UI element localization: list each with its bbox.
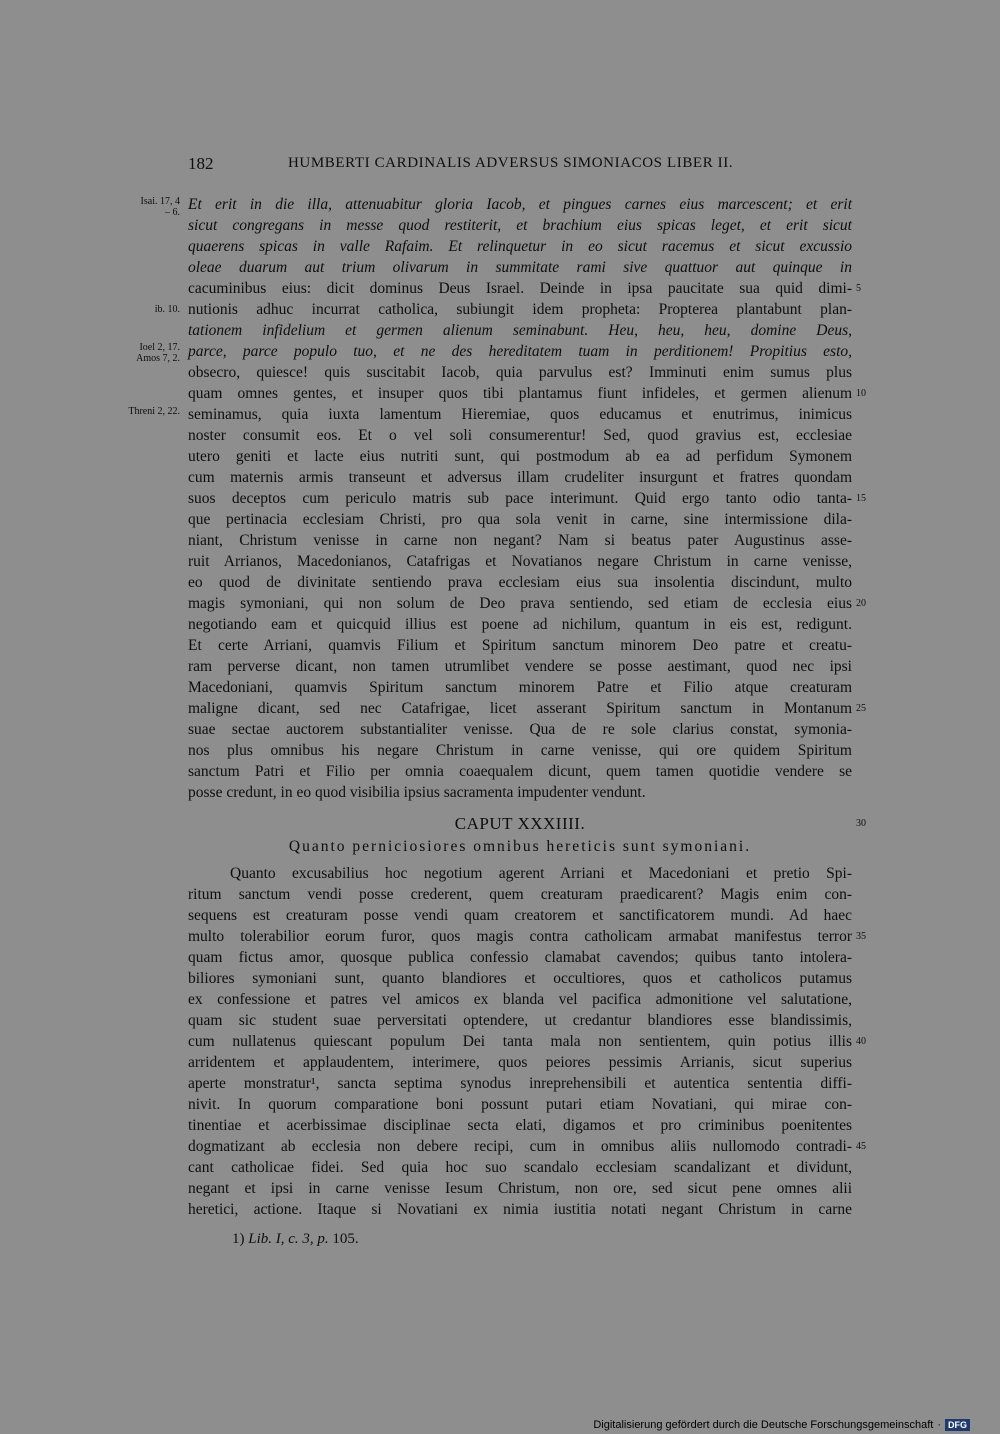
text-line: seminamus, quia iuxta lamentum Hieremiae, quos educamus et enutrimus, inimicus: [188, 406, 852, 423]
text-line: parce, parce populo tuo, et ne des hereditatem tuam in perditionem! Propitius esto,: [188, 343, 852, 360]
text-line: ruit Arrianos, Macedonianos, Catafrigas et Novatianos negare Christum in carne venisse,: [188, 553, 852, 570]
footnote-reference: Lib. I, c. 3, p.: [248, 1231, 329, 1247]
text-line: dogmatizant ab ecclesia non debere recipi, cum in omnibus aliis nullomodo contradi-: [188, 1138, 852, 1155]
text-line: eo quod de divinitate sentiendo prava ecclesiam eius sua insolentia discindunt, multo: [188, 574, 852, 591]
text-line: multo tolerabilior eorum furor, quos magis contra catholicam armabat manifestus terror: [188, 928, 852, 945]
text-line: noster consumit eos. Et o vel soli consumerentur! Sed, quod gravius est, ecclesiae: [188, 427, 852, 444]
text-line: ex confessione et patres vel amicos ex blanda vel pacifica admonitione vel salutatione,: [188, 991, 852, 1008]
line-number: 10: [856, 388, 866, 399]
line-number: 15: [856, 493, 866, 504]
text-line: sequens est creaturam posse vendi quam creatorem et sanctificatorem mundi. Ad haec: [188, 907, 852, 924]
page-header: [188, 154, 852, 178]
text-line: niant, Christum venisse in carne non negant? Nam si beatus pater Augustinus asse-: [188, 532, 852, 549]
text-line: Macedoniani, quamvis Spiritum sanctum minorem Patre et Filio atque creaturam: [188, 679, 852, 696]
text-line: heretici, actione. Itaque si Novatiani ex nimia iustitia notati negant Christum in carne: [188, 1201, 852, 1218]
side-note: Ioel 2, 17. Amos 7, 2.: [136, 342, 180, 364]
text-line: quam omnes gentes, et insuper quos tibi plantamus fiunt infideles, et germen alienum: [188, 385, 852, 402]
side-note: ib. 10.: [154, 304, 180, 315]
text-line: nivit. In quorum comparatione boni possunt putari etiam Novatiani, qui mirae con-: [188, 1096, 852, 1113]
text-line: oleae duarum aut trium olivarum in summitate rami sive quattuor aut quinque in: [188, 259, 852, 276]
text-line: Et certe Arriani, quamvis Filium et Spiritum sanctum minorem Deo patre et creatu-: [188, 637, 852, 654]
text-line: sanctum Patri et Filio per omnia coaequalem dicunt, quem tamen quotidie vendere se: [188, 763, 852, 780]
line-number: 40: [856, 1036, 866, 1047]
text-line: ritum sanctum vendi posse crederent, quem creaturam praedicarent? Magis enim con-: [188, 886, 852, 903]
line-number: 45: [856, 1141, 866, 1152]
side-note: Isai. 17, 4 – 6.: [140, 196, 180, 218]
text-line: aperte monstratur¹, sancta septima synodus inreprehensibili et autentica sententia diffi-: [188, 1075, 852, 1092]
text-line: cum maternis armis transeunt et adversus illam crudeliter insurgunt et fratres quondam: [188, 469, 852, 486]
text-line: obsecro, quiesce! quis suscitabit Iacob, quia parvulus est? Imminuti enim sumus plus: [188, 364, 852, 381]
text-line: quam sic student suae perversitati optendere, ut credantur blandiores esse blandissimis,: [188, 1012, 852, 1029]
text-line: posse credunt, in eo quod visibilia ipsius sacramenta impudenter vendunt.: [188, 784, 646, 801]
text-line: nutionis adhuc incurrat catholica, subiungit idem propheta: Propterea plantabunt plan-: [188, 301, 852, 318]
footnote: [232, 1231, 359, 1248]
text-line: suos deceptos cum periculo matris sub pace interimunt. Quid ergo tanto odio tanta-: [188, 490, 852, 507]
text-line: suae sectae auctorem substantialiter venisse. Qua de re sole clarius constat, symonia-: [188, 721, 852, 738]
page-number: 182: [188, 154, 214, 173]
text-line: sicut congregans in messe quod restiterit, et brachium eius spicas leget, et erit sicut: [188, 217, 852, 234]
line-number: 35: [856, 931, 866, 942]
text-line: cant catholicae fidei. Sed quia hoc suo scandalo ecclesiam scandalizant et dividunt,: [188, 1159, 852, 1176]
text-line: Quanto excusabilius hoc negotium agerent Arriani et Macedoniani et pretio Spi-: [230, 865, 852, 882]
footer-text: Digitalisierung gefördert durch die Deutsche Forschungsgemeinschaft: [593, 1419, 934, 1431]
running-title: HUMBERTI CARDINALIS ADVERSUS SIMONIACOS LIBER II.: [288, 155, 734, 171]
chapter-title: CAPUT XXXIIII.: [454, 814, 586, 833]
text-line: Et erit in die illa, attenuabitur gloria Iacob, et pingues carnes eius marcescent; et erit: [188, 196, 852, 213]
text-line: tationem infidelium et germen alienum seminabunt. Heu, heu, heu, domine Deus,: [188, 322, 852, 339]
line-number: 20: [856, 598, 866, 609]
text-line: biliores symoniani sunt, quanto blandiores et occultiores, quos et catholicos putamus: [188, 970, 852, 987]
text-line: quaerens spicas in valle Rafaim. Et relinquetur in eo sicut racemus et sicut excussio: [188, 238, 852, 255]
text-line: cum nullatenus quiescant populum Dei tanta mala non sentientem, quin potius illis: [188, 1033, 852, 1050]
text-line: tinentiae et acerbissimae disciplinae secta elati, digamos et pro criminibus poenitentes: [188, 1117, 852, 1134]
text-line: cacuminibus eius: dicit dominus Deus Israel. Deinde in ipsa paucitate sua quid dimi-: [188, 280, 852, 297]
text-line: negant et ipsi in carne venisse Iesum Christum, non ore, sed sicut pene omnes alii: [188, 1180, 852, 1197]
footer-separator: ·: [937, 1419, 941, 1431]
line-number: 25: [856, 703, 866, 714]
text-line: nos plus omnibus his negare Christum in carne venisse, qui ore quidem Spiritum: [188, 742, 852, 759]
dfg-logo: DFG: [945, 1419, 970, 1431]
digitization-footer: [593, 1418, 970, 1432]
side-note: Threni 2, 22.: [128, 406, 180, 417]
line-number: 30: [856, 818, 866, 829]
footnote-page: 105.: [332, 1231, 359, 1247]
text-line: arridentem et applaudentem, interimere, quos peiores pessimis Arrianis, sicut superius: [188, 1054, 852, 1071]
text-line: utero geniti et lacte eius nutriti sunt, qui postmodum ab ea ad perfidum Symonem: [188, 448, 852, 465]
text-line: maligne dicant, sed nec Catafrigae, licet asserant Spiritum sanctum in Montanum: [188, 700, 852, 717]
chapter-subtitle: Quanto perniciosiores omnibus hereticis sunt symoniani.: [288, 838, 752, 855]
text-line: ram perverse dicant, non tamen utrumlibet vendere se posse aestimant, quod nec ipsi: [188, 658, 852, 675]
footnote-number: 1): [232, 1231, 245, 1247]
text-line: que pertinacia ecclesiam Christi, pro qua sola venit in carne, sine intermissione dila-: [188, 511, 852, 528]
text-line: negotiando eam et quicquid illius est poene ad nichilum, quantum in eis est, redigunt.: [188, 616, 852, 633]
line-number: 5: [856, 283, 861, 294]
text-line: magis symoniani, qui non solum de Deo prava sentiendo, sed etiam de ecclesia eius: [188, 595, 852, 612]
text-line: quam fictus amor, quosque publica confessio clamabat cavendos; quibus tanto intolera-: [188, 949, 852, 966]
